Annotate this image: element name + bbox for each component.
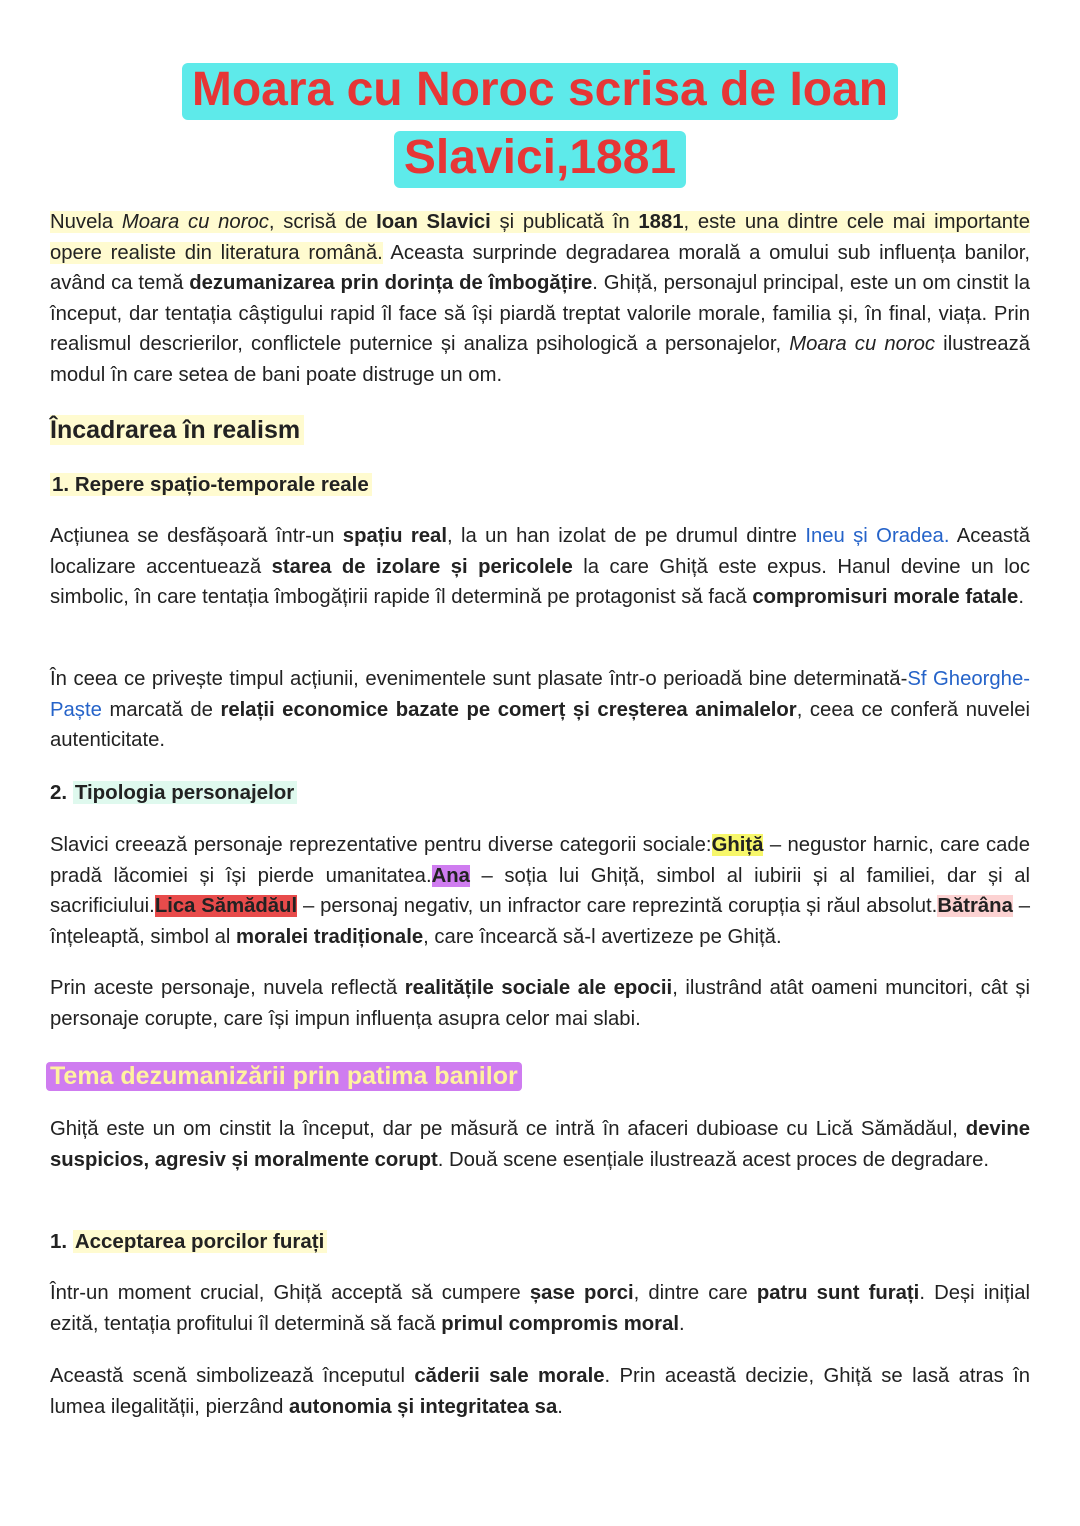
subheading-label: Repere spațio-temporale reale [74,473,369,496]
paragraph-characters [50,830,1030,952]
list-number: 1. [52,473,70,496]
bold-text: relații economice bazate pe comerț și creșterea animalelor [220,698,797,721]
text-run: – înțeleaptă, simbol al [50,895,1031,948]
paragraph-time [50,664,1030,756]
paragraph-moral-fall [50,1361,1030,1422]
text-run: marcată de [101,698,221,721]
text-run: , ilustrând atât oameni muncitori, cât și personaje corupte, care își impun influența asupra celor mai slabi. [50,977,1031,1030]
document-title [50,56,1030,192]
text-run: la care Ghiță este expus. Hanul devine un loc simbolic, în care tentația îmbogățirii rapide îl determină pe protagonist să facă [50,555,1030,608]
place-link-text: Ineu și Oradea. [805,525,950,547]
text-run: . [557,1395,563,1418]
bold-text: compromisuri morale fatale [752,586,1019,608]
bold-text: primul compromis moral [441,1312,679,1335]
paragraph-degradation [50,1114,1030,1175]
subheading-highlight [50,473,372,496]
text-run: , scrisă de [268,211,377,233]
work-title: Moara cu noroc [789,333,936,355]
text-run: , ceea ce conferă nuvelei autenticitate. [50,698,1031,751]
text-run: Într-un moment crucial, Ghiță acceptă să cumpere [50,1282,530,1304]
paragraph-space [50,521,1030,613]
character-batrana: Bătrâna [937,895,1013,917]
text-run: – soția lui Ghiță, simbol al iubirii și al familiei, dar și al sacrificiului. [50,864,1030,917]
text-run: . Două scene esențiale ilustrează acest proces de degradare. [437,1148,990,1171]
theme-bold: dezumanizarea prin dorința de îmbogățire [189,272,593,294]
text-run: , la un han izolat de pe drumul dintre [446,525,806,547]
paragraph-crucial-moment [50,1278,1030,1339]
subheading-label: Acceptarea porcilor furați [73,1230,328,1253]
text-run: – negustor harnic, care cade pradă lăcomiei și își pierde umanitatea. [50,834,1030,887]
bold-text: șase porci [529,1282,634,1304]
text-run: Aceasta surprinde degradarea morală a omului sub influența banilor, având ca temă [50,241,1031,294]
text-run: ilustrează modul în care setea de bani poate distruge un om. [50,333,1030,386]
text-run: – personaj negativ, un infractor care reprezintă corupția și răul absolut. [297,895,938,917]
list-number: 1. [50,1230,68,1253]
section-heading-realism: Încadrarea în realism [50,415,304,445]
text-run: , dintre care [633,1282,757,1304]
list-number: 2. [50,781,68,804]
text-run: . Prin această decizie, Ghiță se lasă atras în lumea ilegalității, pierzând [50,1365,1030,1418]
text-run: Această scenă simbolizează începutul [50,1365,415,1387]
text-run: Prin aceste personaje, nuvela reflectă [50,977,405,999]
text-run: , este una dintre cele mai importante opere realiste din literatura română. [50,211,1030,264]
subheading-porci [50,1229,327,1255]
bold-text: patru sunt furați [756,1282,920,1304]
text-run: Acțiunea se desfășoară într-un [50,525,343,547]
subheading-repere [50,472,372,498]
title-line-2: Slavici,1881 [394,131,686,188]
character-ana: Ana [431,864,470,887]
character-ghita: Ghiță [711,834,764,856]
intro-paragraph [50,207,1030,390]
bold-text: căderii sale morale [414,1365,605,1387]
publication-year: 1881 [638,211,684,233]
text-run: și publicată în [490,211,639,233]
text-run: . Ghiță, personajul principal, este un om cinstit la început, dar tentația câștigului rapid îl face să își piardă treptat valorile morale, familia și, în final, viața. Prin realismul descrierilor, conflictele puternice și analiza psihologică a personajelor, [50,272,1030,355]
work-title: Moara cu noroc [121,211,269,233]
section-heading-theme: Tema dezumanizării prin patima banilor [46,1062,522,1091]
author-name: Ioan Slavici [376,211,491,233]
text-run: . [1018,586,1024,608]
text-run: Slavici creează personaje reprezentative pentru diverse categorii sociale: [50,834,712,856]
text-run: . [678,1312,685,1335]
subheading-label: Tipologia personajelor [73,781,297,804]
bold-text: autonomia și integritatea sa [289,1395,558,1418]
text-run: , care încearcă să-l avertizeze pe Ghiță. [423,925,782,948]
bold-text: spațiu real [342,525,447,547]
subheading-tipologia [50,780,297,806]
text-run: . Deși inițial ezită, tentația profitului îl determină să facă [50,1282,1030,1335]
bold-text: devine suspicios, agresiv și moralmente corupt [50,1118,1030,1171]
character-lica: Lica Sămădăul [154,895,298,917]
text-run: În ceea ce privește timpul acțiunii, evenimentele sunt plasate într-o perioadă bine determinată- [50,668,908,690]
bold-text: realitățile sociale ale epocii [404,977,673,999]
title-line-1: Moara cu Noroc scrisa de Ioan [182,63,898,120]
paragraph-social-reality [50,973,1030,1034]
text-run: Această localizare accentuează [50,525,1030,578]
text-run: Nuvela [50,211,122,233]
time-link-text: Sf Gheorghe-Paște [50,668,1030,721]
bold-text: starea de izolare și pericolele [271,555,573,578]
bold-text: moralei tradiționale [236,925,424,948]
text-run: Ghiță este un om cinstit la început, dar pe măsură ce intră în afaceri dubioase cu Lică Sămădăul, [50,1118,966,1140]
